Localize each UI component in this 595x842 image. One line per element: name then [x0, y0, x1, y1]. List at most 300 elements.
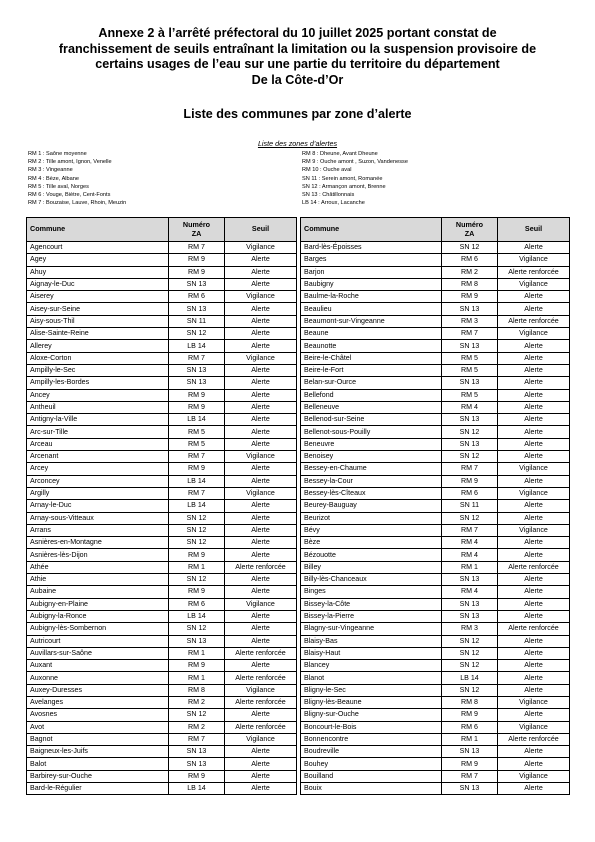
seuil-cell: Alerte: [225, 537, 297, 549]
seuil-cell: Alerte: [225, 475, 297, 487]
table-row: [27, 426, 297, 438]
zone-item: RM 3 : Vingeanne: [28, 167, 73, 174]
commune-cell: Ampilly-les-Bordes: [27, 377, 169, 389]
commune-cell: Alise-Sainte-Reine: [27, 328, 169, 340]
za-cell: SN 13: [169, 278, 225, 290]
table-row: [27, 709, 297, 721]
table-row: [27, 586, 297, 598]
commune-cell: Argilly: [27, 487, 169, 499]
commune-cell: Aiserey: [27, 291, 169, 303]
table-row: [27, 487, 297, 499]
za-cell: SN 11: [442, 500, 498, 512]
seuil-cell: Alerte: [498, 377, 570, 389]
table-row: [301, 389, 570, 401]
table-row: [301, 475, 570, 487]
commune-cell: Blancey: [301, 660, 442, 672]
commune-cell: Bligny-le-Sec: [301, 684, 442, 696]
table-row: [301, 623, 570, 635]
zone-item: RM 1 : Saône moyenne: [28, 151, 87, 157]
za-cell: RM 9: [442, 758, 498, 770]
seuil-cell: Alerte renforcée: [225, 647, 297, 659]
commune-cell: Athie: [27, 574, 169, 586]
commune-cell: Binges: [301, 586, 442, 598]
seuil-cell: Vigilance: [498, 696, 570, 708]
table-row: [301, 696, 570, 708]
header-za: ZA: [191, 228, 202, 238]
commune-cell: Blaisy-Haut: [301, 647, 442, 659]
table-row: [301, 364, 570, 376]
table-row: [301, 783, 570, 795]
commune-cell: Arcenant: [27, 451, 169, 463]
za-cell: SN 13: [442, 574, 498, 586]
commune-cell: Bessey-la-Cour: [301, 475, 442, 487]
commune-cell: Auxant: [27, 660, 169, 672]
za-cell: RM 6: [169, 291, 225, 303]
seuil-cell: Alerte: [225, 524, 297, 536]
table-row: [27, 574, 297, 586]
table-row: [27, 303, 297, 315]
table-row: [301, 254, 570, 266]
seuil-cell: Alerte: [225, 586, 297, 598]
za-cell: SN 12: [442, 647, 498, 659]
za-cell: RM 7: [169, 487, 225, 499]
za-cell: RM 9: [169, 266, 225, 278]
table-row: [27, 684, 297, 696]
seuil-cell: Vigilance: [225, 242, 297, 254]
seuil-cell: Alerte: [225, 377, 297, 389]
za-cell: RM 7: [169, 242, 225, 254]
table-row: [27, 733, 297, 745]
table-row: [27, 549, 297, 561]
commune-cell: Boncourt-le-Bois: [301, 721, 442, 733]
seuil-cell: Alerte: [498, 242, 570, 254]
table-row: [27, 451, 297, 463]
za-cell: RM 9: [169, 463, 225, 475]
seuil-cell: Vigilance: [225, 291, 297, 303]
za-cell: RM 4: [442, 401, 498, 413]
title-line: De la Côte-d’Or: [251, 72, 344, 87]
commune-cell: Arrans: [27, 524, 169, 536]
table-row: [301, 291, 570, 303]
header-commune: Commune: [27, 218, 169, 242]
commune-cell: Aubaine: [27, 586, 169, 598]
table-row: [301, 377, 570, 389]
za-cell: RM 1: [169, 672, 225, 684]
seuil-cell: Alerte: [225, 254, 297, 266]
seuil-cell: Alerte: [498, 537, 570, 549]
zone-item: RM 5 : Tille aval, Norges: [28, 183, 89, 190]
table-row: [27, 770, 297, 782]
seuil-cell: Alerte renforcée: [498, 623, 570, 635]
seuil-cell: Vigilance: [498, 770, 570, 782]
seuil-cell: Vigilance: [225, 352, 297, 364]
zone-item: RM 2 : Tille amont, Ignon, Venelle: [28, 159, 112, 166]
za-cell: RM 9: [169, 549, 225, 561]
seuil-cell: Alerte: [498, 352, 570, 364]
table-row: [301, 660, 570, 672]
za-cell: SN 13: [169, 758, 225, 770]
seuil-cell: Alerte: [225, 266, 297, 278]
za-cell: RM 8: [169, 684, 225, 696]
za-cell: RM 7: [442, 328, 498, 340]
table-row: [301, 598, 570, 610]
seuil-cell: Alerte: [225, 635, 297, 647]
za-cell: SN 13: [442, 610, 498, 622]
commune-cell: Agencourt: [27, 242, 169, 254]
table-row: [27, 475, 297, 487]
seuil-cell: Alerte: [498, 586, 570, 598]
commune-cell: Bagnot: [27, 733, 169, 745]
commune-cell: Beaune: [301, 328, 442, 340]
seuil-cell: Alerte: [225, 512, 297, 524]
table-row: [301, 524, 570, 536]
commune-cell: Bèze: [301, 537, 442, 549]
commune-cell: Arcey: [27, 463, 169, 475]
za-cell: RM 3: [442, 623, 498, 635]
commune-cell: Bard-le-Régulier: [27, 783, 169, 795]
header-numero-za: [169, 218, 225, 242]
table-row: [27, 610, 297, 622]
za-cell: SN 13: [169, 635, 225, 647]
za-cell: RM 4: [442, 537, 498, 549]
commune-cell: Aubigny-lès-Sombernon: [27, 623, 169, 635]
table-row: [27, 524, 297, 536]
commune-cell: Autricourt: [27, 635, 169, 647]
za-cell: LB 14: [169, 500, 225, 512]
table-row: [301, 684, 570, 696]
table-row: [301, 426, 570, 438]
za-cell: RM 9: [442, 475, 498, 487]
commune-cell: Beaumont-sur-Vingeanne: [301, 315, 442, 327]
table-row: [27, 783, 297, 795]
table-row: [301, 512, 570, 524]
za-cell: RM 6: [442, 487, 498, 499]
commune-cell: Beaunotte: [301, 340, 442, 352]
commune-cell: Allerey: [27, 340, 169, 352]
commune-cell: Antigny-la-Ville: [27, 414, 169, 426]
seuil-cell: Alerte: [225, 660, 297, 672]
za-cell: SN 12: [442, 635, 498, 647]
seuil-cell: Alerte: [498, 684, 570, 696]
za-cell: LB 14: [169, 475, 225, 487]
za-cell: SN 13: [442, 783, 498, 795]
table-row: [27, 623, 297, 635]
commune-cell: Beire-le-Fort: [301, 364, 442, 376]
table-row: [27, 315, 297, 327]
table-row: [27, 254, 297, 266]
table-header-row: [27, 218, 297, 242]
seuil-cell: Vigilance: [225, 733, 297, 745]
seuil-cell: Alerte: [225, 574, 297, 586]
seuil-cell: Alerte: [498, 598, 570, 610]
commune-cell: Auxonne: [27, 672, 169, 684]
zones-list-left: [28, 150, 126, 207]
title-line: certains usages de l’eau sur une partie du territoire du département: [95, 57, 500, 72]
za-cell: RM 9: [442, 709, 498, 721]
table-row: [27, 463, 297, 475]
seuil-cell: Alerte: [225, 746, 297, 758]
seuil-cell: Alerte: [225, 610, 297, 622]
seuil-cell: Alerte: [225, 463, 297, 475]
table-row: [27, 647, 297, 659]
table-row: [27, 696, 297, 708]
za-cell: RM 5: [442, 389, 498, 401]
za-cell: SN 12: [169, 524, 225, 536]
seuil-cell: Vigilance: [225, 684, 297, 696]
seuil-cell: Alerte: [498, 426, 570, 438]
za-cell: RM 9: [169, 660, 225, 672]
commune-cell: Avelanges: [27, 696, 169, 708]
commune-cell: Agey: [27, 254, 169, 266]
table-row: [301, 451, 570, 463]
commune-cell: Arceau: [27, 438, 169, 450]
table-row: [301, 610, 570, 622]
header-seuil: Seuil: [225, 218, 297, 242]
document-title: [20, 26, 575, 88]
table-row: [27, 635, 297, 647]
table-row: [301, 549, 570, 561]
seuil-cell: Vigilance: [498, 278, 570, 290]
seuil-cell: Alerte: [498, 758, 570, 770]
seuil-cell: Alerte: [225, 758, 297, 770]
table-row: [301, 500, 570, 512]
za-cell: SN 13: [442, 746, 498, 758]
za-cell: LB 14: [169, 414, 225, 426]
commune-cell: Asnières-lès-Dijon: [27, 549, 169, 561]
commune-cell: Bard-lès-Époisses: [301, 242, 442, 254]
commune-cell: Bouix: [301, 783, 442, 795]
za-cell: RM 2: [169, 721, 225, 733]
table-row: [27, 537, 297, 549]
commune-cell: Baigneux-les-Juifs: [27, 746, 169, 758]
commune-cell: Bouhey: [301, 758, 442, 770]
commune-cell: Ancey: [27, 389, 169, 401]
table-row: [301, 278, 570, 290]
za-cell: RM 7: [442, 770, 498, 782]
commune-cell: Aubigny-en-Plaine: [27, 598, 169, 610]
za-cell: SN 12: [169, 328, 225, 340]
seuil-cell: Alerte: [498, 364, 570, 376]
seuil-cell: Alerte renforcée: [225, 672, 297, 684]
commune-cell: Billy-lès-Chanceaux: [301, 574, 442, 586]
za-cell: SN 12: [442, 451, 498, 463]
commune-cell: Blanot: [301, 672, 442, 684]
commune-cell: Baulme-la-Roche: [301, 291, 442, 303]
table-body-left: [27, 242, 297, 795]
za-cell: RM 5: [169, 426, 225, 438]
table-body-right: [301, 242, 570, 795]
za-cell: SN 13: [169, 746, 225, 758]
za-cell: RM 1: [169, 561, 225, 573]
commune-cell: Bouilland: [301, 770, 442, 782]
table-row: [27, 598, 297, 610]
za-cell: SN 13: [442, 438, 498, 450]
seuil-cell: Alerte: [498, 660, 570, 672]
header-seuil: Seuil: [498, 218, 570, 242]
commune-cell: Antheuil: [27, 401, 169, 413]
table-row: [27, 377, 297, 389]
table-row: [301, 733, 570, 745]
seuil-cell: Alerte: [498, 414, 570, 426]
commune-cell: Boudreville: [301, 746, 442, 758]
seuil-cell: Alerte: [225, 770, 297, 782]
zones-list-right: [302, 150, 408, 207]
za-cell: SN 13: [442, 340, 498, 352]
commune-cell: Bévy: [301, 524, 442, 536]
commune-cell: Benoisey: [301, 451, 442, 463]
za-cell: RM 1: [442, 561, 498, 573]
zone-item: SN 11 : Serein amont, Romanée: [302, 175, 383, 182]
commune-cell: Beurizot: [301, 512, 442, 524]
seuil-cell: Alerte renforcée: [225, 721, 297, 733]
seuil-cell: Vigilance: [498, 487, 570, 499]
table-row: [301, 635, 570, 647]
commune-cell: Auvillars-sur-Saône: [27, 647, 169, 659]
zone-item: SN 12 : Armançon amont, Brenne: [302, 183, 386, 190]
table-row: [27, 278, 297, 290]
table-row: [27, 758, 297, 770]
table-row: [27, 512, 297, 524]
seuil-cell: Alerte: [225, 783, 297, 795]
commune-cell: Auxey-Duresses: [27, 684, 169, 696]
seuil-cell: Vigilance: [498, 721, 570, 733]
table-header-row: [301, 218, 570, 242]
seuil-cell: Alerte: [498, 291, 570, 303]
table-row: [27, 352, 297, 364]
commune-cell: Athée: [27, 561, 169, 573]
zone-item: RM 8 : Dheune, Avant Dheune: [302, 151, 378, 157]
table-row: [301, 746, 570, 758]
table-row: [27, 660, 297, 672]
commune-cell: Belan-sur-Ource: [301, 377, 442, 389]
za-cell: SN 12: [169, 623, 225, 635]
header-commune: Commune: [301, 218, 442, 242]
za-cell: RM 5: [442, 352, 498, 364]
seuil-cell: Alerte: [225, 549, 297, 561]
zone-item: SN 13 : Châtillonnais: [302, 192, 355, 199]
za-cell: SN 13: [442, 303, 498, 315]
seuil-cell: Alerte: [498, 709, 570, 721]
za-cell: LB 14: [169, 340, 225, 352]
seuil-cell: Alerte: [225, 414, 297, 426]
seuil-cell: Alerte: [225, 303, 297, 315]
commune-cell: Baubigny: [301, 278, 442, 290]
commune-cell: Aignay-le-Duc: [27, 278, 169, 290]
commune-cell: Blaisy-Bas: [301, 635, 442, 647]
seuil-cell: Alerte: [498, 549, 570, 561]
za-cell: SN 13: [169, 303, 225, 315]
header-numero: Numéro: [182, 219, 211, 229]
table-row: [27, 500, 297, 512]
commune-cell: Balot: [27, 758, 169, 770]
za-cell: SN 12: [442, 426, 498, 438]
table-row: [27, 389, 297, 401]
commune-cell: Beneuvre: [301, 438, 442, 450]
za-cell: RM 9: [169, 586, 225, 598]
table-row: [301, 438, 570, 450]
za-cell: SN 13: [169, 377, 225, 389]
za-cell: SN 12: [442, 684, 498, 696]
za-cell: RM 8: [442, 278, 498, 290]
seuil-cell: Vigilance: [225, 451, 297, 463]
table-row: [301, 328, 570, 340]
header-numero: Numéro: [455, 219, 484, 229]
seuil-cell: Alerte: [225, 340, 297, 352]
table-row: [27, 414, 297, 426]
commune-cell: Aisy-sous-Thil: [27, 315, 169, 327]
commune-cell: Arnay-sous-Vitteaux: [27, 512, 169, 524]
commune-cell: Bessey-lès-Cîteaux: [301, 487, 442, 499]
seuil-cell: Alerte: [498, 500, 570, 512]
za-cell: RM 7: [169, 451, 225, 463]
za-cell: SN 13: [442, 377, 498, 389]
table-row: [301, 561, 570, 573]
commune-cell: Bellenod-sur-Seine: [301, 414, 442, 426]
seuil-cell: Alerte: [225, 709, 297, 721]
za-cell: RM 7: [169, 352, 225, 364]
commune-cell: Barjon: [301, 266, 442, 278]
table-row: [301, 242, 570, 254]
zone-item: RM 10 : Ouche aval: [302, 167, 352, 174]
seuil-cell: Alerte: [225, 623, 297, 635]
table-row: [27, 438, 297, 450]
commune-cell: Bessey-en-Chaume: [301, 463, 442, 475]
za-cell: LB 14: [169, 783, 225, 795]
header-za: ZA: [464, 228, 475, 238]
commune-cell: Bligny-sur-Ouche: [301, 709, 442, 721]
seuil-cell: Alerte: [498, 635, 570, 647]
seuil-cell: Alerte: [225, 278, 297, 290]
commune-cell: Bonnencontre: [301, 733, 442, 745]
seuil-cell: Alerte renforcée: [498, 561, 570, 573]
commune-cell: Bligny-lès-Beaune: [301, 696, 442, 708]
commune-cell: Blagny-sur-Vingeanne: [301, 623, 442, 635]
seuil-cell: Vigilance: [225, 487, 297, 499]
seuil-cell: Alerte: [225, 364, 297, 376]
commune-cell: Ampilly-le-Sec: [27, 364, 169, 376]
za-cell: RM 5: [442, 364, 498, 376]
communes-table-left: [26, 217, 297, 795]
za-cell: RM 1: [169, 647, 225, 659]
table-row: [301, 709, 570, 721]
seuil-cell: Alerte: [225, 438, 297, 450]
commune-cell: Asnières-en-Montagne: [27, 537, 169, 549]
zone-item: LB 14 : Arroux, Lacanche: [302, 200, 365, 207]
seuil-cell: Alerte renforcée: [498, 733, 570, 745]
commune-cell: Beire-le-Châtel: [301, 352, 442, 364]
commune-cell: Belleneuve: [301, 401, 442, 413]
zone-item: RM 6 : Vouge, Biètre, Cent-Fonts: [28, 192, 111, 199]
za-cell: SN 12: [442, 660, 498, 672]
commune-cell: Bellenot-sous-Pouilly: [301, 426, 442, 438]
za-cell: RM 9: [169, 254, 225, 266]
seuil-cell: Vigilance: [498, 328, 570, 340]
za-cell: SN 12: [169, 574, 225, 586]
za-cell: SN 13: [169, 364, 225, 376]
za-cell: RM 7: [442, 524, 498, 536]
za-cell: SN 12: [442, 242, 498, 254]
commune-cell: Beaulieu: [301, 303, 442, 315]
table-row: [27, 364, 297, 376]
table-row: [27, 401, 297, 413]
seuil-cell: Alerte renforcée: [498, 315, 570, 327]
za-cell: RM 6: [442, 721, 498, 733]
za-cell: SN 12: [169, 537, 225, 549]
table-row: [301, 352, 570, 364]
table-row: [27, 746, 297, 758]
document-subtitle: Liste des communes par zone d’alerte: [183, 107, 412, 121]
seuil-cell: Alerte: [498, 451, 570, 463]
